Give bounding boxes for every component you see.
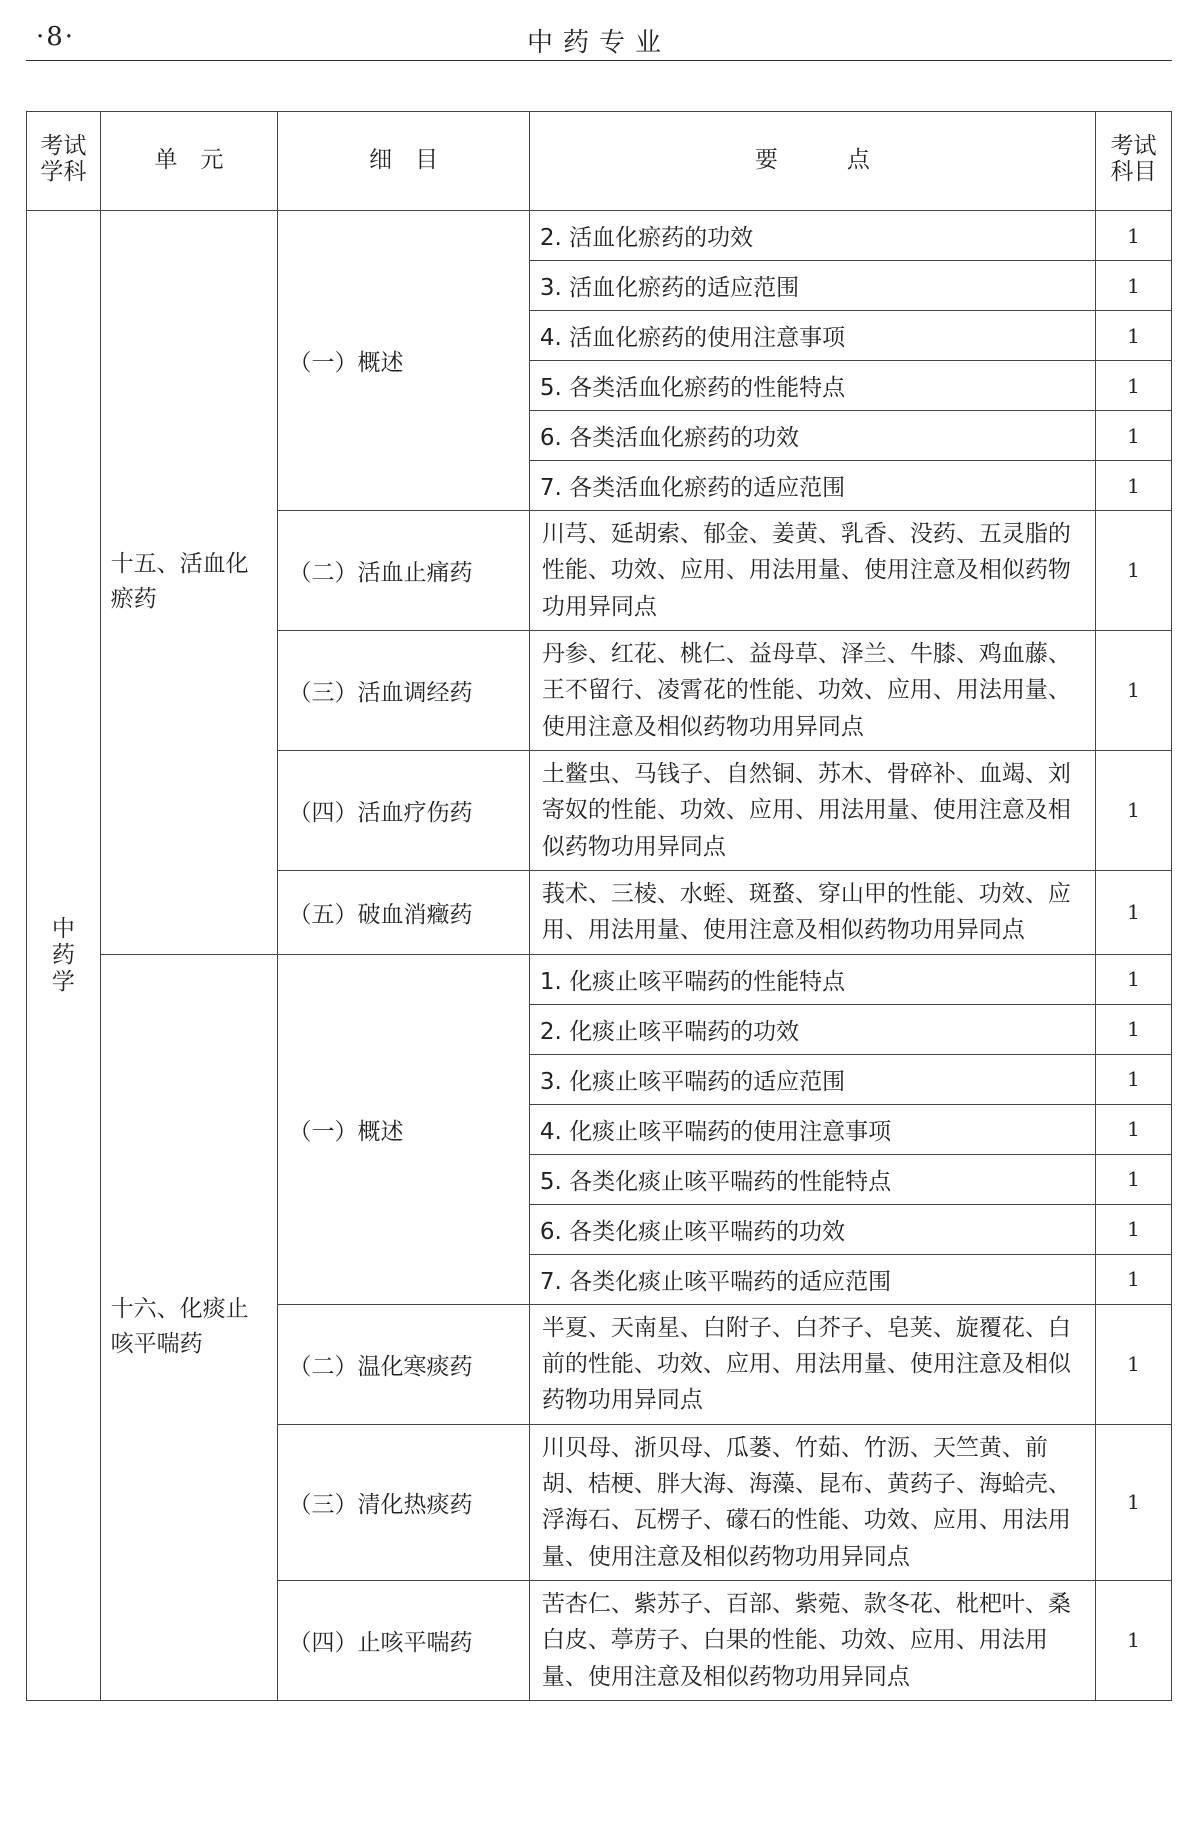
subject-cell: 中药学 (27, 211, 101, 1701)
table-row (27, 211, 1172, 261)
unit-cell: 十六、化痰止咳平喘药 (100, 954, 278, 1700)
point-cell: 丹参、红花、桃仁、益母草、泽兰、牛膝、鸡血藤、王不留行、凌霄花的性能、功效、应用、用法用量、使用注意及相似药物功用异同点 (529, 630, 1095, 750)
point-cell: 3. 活血化瘀药的适应范围 (529, 261, 1095, 311)
col-header-exam-subject: 考试科目 (1095, 112, 1171, 211)
point-cell: 4. 活血化瘀药的使用注意事项 (529, 311, 1095, 361)
col-header-subject: 考试学科 (27, 112, 101, 211)
score-cell: 1 (1095, 1154, 1171, 1204)
score-cell: 1 (1095, 1424, 1171, 1580)
score-cell: 1 (1095, 511, 1171, 631)
detail-cell: （一）概述 (278, 211, 529, 511)
score-cell: 1 (1095, 1254, 1171, 1304)
page-title: 中药专业 (526, 28, 671, 58)
score-cell: 1 (1095, 630, 1171, 750)
detail-cell: （二）活血止痛药 (278, 511, 529, 631)
unit-cell: 十五、活血化瘀药 (100, 211, 278, 955)
point-cell: 2. 化痰止咳平喘药的功效 (529, 1004, 1095, 1054)
score-cell: 1 (1095, 1004, 1171, 1054)
detail-cell: （三）清化热痰药 (278, 1424, 529, 1580)
point-cell: 4. 化痰止咳平喘药的使用注意事项 (529, 1104, 1095, 1154)
page-header (26, 18, 1172, 61)
score-cell: 1 (1095, 750, 1171, 870)
point-cell: 半夏、天南星、白附子、白芥子、皂荚、旋覆花、白前的性能、功效、应用、用法用量、使用注意及相似药物功用异同点 (529, 1304, 1095, 1424)
point-cell: 6. 各类化痰止咳平喘药的功效 (529, 1204, 1095, 1254)
score-cell: 1 (1095, 361, 1171, 411)
detail-cell: （四）止咳平喘药 (278, 1580, 529, 1700)
point-cell: 1. 化痰止咳平喘药的性能特点 (529, 954, 1095, 1004)
score-cell: 1 (1095, 1054, 1171, 1104)
point-cell: 莪术、三棱、水蛭、斑蝥、穿山甲的性能、功效、应用、用法用量、使用注意及相似药物功用异同点 (529, 870, 1095, 954)
point-cell: 3. 化痰止咳平喘药的适应范围 (529, 1054, 1095, 1104)
score-cell: 1 (1095, 1204, 1171, 1254)
score-cell: 1 (1095, 311, 1171, 361)
point-cell: 6. 各类活血化瘀药的功效 (529, 411, 1095, 461)
detail-cell: （二）温化寒痰药 (278, 1304, 529, 1424)
col-header-points: 要 点 (529, 112, 1095, 211)
point-cell: 7. 各类化痰止咳平喘药的适应范围 (529, 1254, 1095, 1304)
score-cell: 1 (1095, 1580, 1171, 1700)
detail-cell: （四）活血疗伤药 (278, 750, 529, 870)
score-cell: 1 (1095, 461, 1171, 511)
score-cell: 1 (1095, 870, 1171, 954)
table-row (27, 954, 1172, 1004)
point-cell: 苦杏仁、紫苏子、百部、紫菀、款冬花、枇杷叶、桑白皮、葶苈子、白果的性能、功效、应用、用法用量、使用注意及相似药物功用异同点 (529, 1580, 1095, 1700)
detail-cell: （五）破血消癥药 (278, 870, 529, 954)
score-cell: 1 (1095, 411, 1171, 461)
col-header-unit: 单 元 (100, 112, 278, 211)
page-number: ·8· (36, 22, 76, 52)
point-cell: 土鳖虫、马钱子、自然铜、苏木、骨碎补、血竭、刘寄奴的性能、功效、应用、用法用量、使用注意及相似药物功用异同点 (529, 750, 1095, 870)
score-cell: 1 (1095, 1104, 1171, 1154)
score-cell: 1 (1095, 954, 1171, 1004)
col-header-detail: 细 目 (278, 112, 529, 211)
point-cell: 5. 各类活血化瘀药的性能特点 (529, 361, 1095, 411)
point-cell: 2. 活血化瘀药的功效 (529, 211, 1095, 261)
score-cell: 1 (1095, 1304, 1171, 1424)
point-cell: 7. 各类活血化瘀药的适应范围 (529, 461, 1095, 511)
score-cell: 1 (1095, 211, 1171, 261)
score-cell: 1 (1095, 261, 1171, 311)
detail-cell: （一）概述 (278, 954, 529, 1304)
syllabus-table (26, 111, 1172, 1701)
point-cell: 川贝母、浙贝母、瓜蒌、竹茹、竹沥、天竺黄、前胡、桔梗、胖大海、海藻、昆布、黄药子、海蛤壳、浮海石、瓦楞子、礞石的性能、功效、应用、用法用量、使用注意及相似药物功用异同点 (529, 1424, 1095, 1580)
table-header-row (27, 112, 1172, 211)
point-cell: 5. 各类化痰止咳平喘药的性能特点 (529, 1154, 1095, 1204)
point-cell: 川芎、延胡索、郁金、姜黄、乳香、没药、五灵脂的性能、功效、应用、用法用量、使用注意及相似药物功用异同点 (529, 511, 1095, 631)
detail-cell: （三）活血调经药 (278, 630, 529, 750)
